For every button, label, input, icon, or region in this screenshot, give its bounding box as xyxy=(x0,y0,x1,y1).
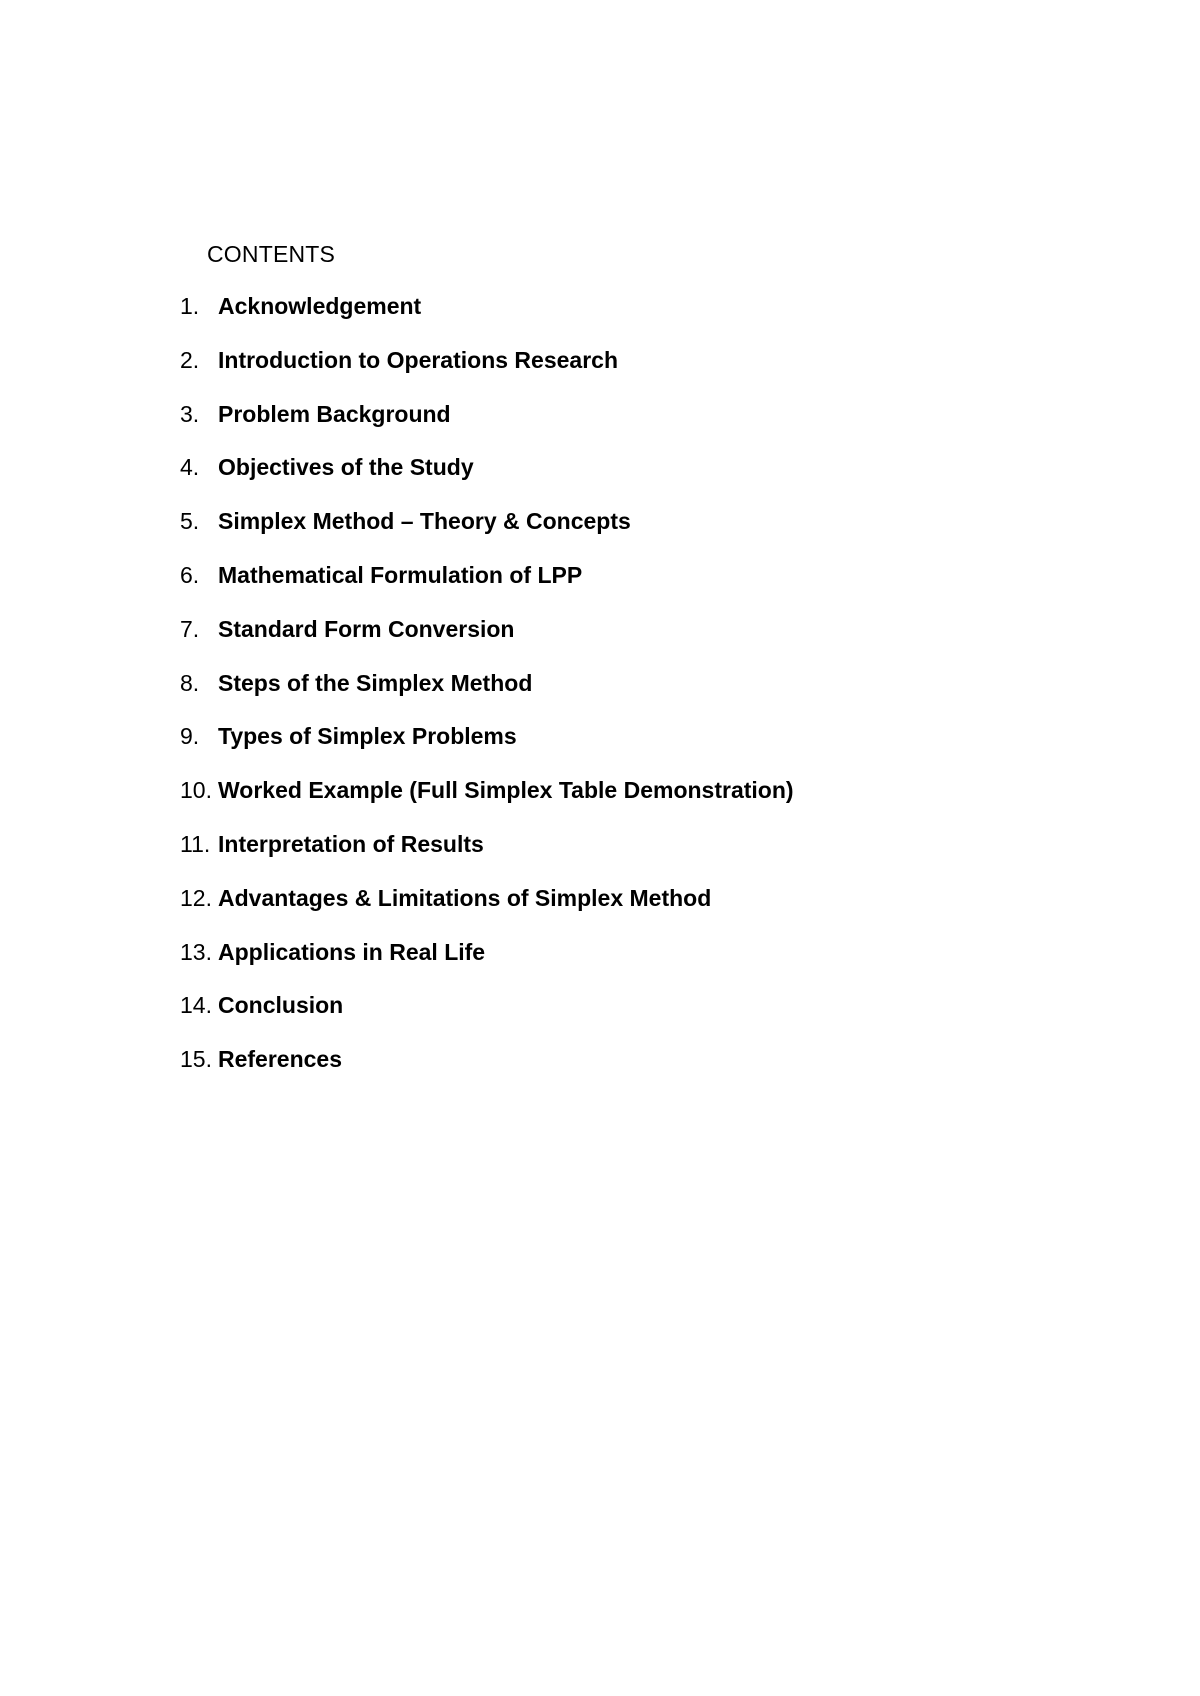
toc-item xyxy=(180,722,794,776)
toc-item-number: 10. xyxy=(180,777,212,804)
toc-item xyxy=(180,830,794,884)
toc-item xyxy=(180,938,794,992)
toc-item xyxy=(180,991,794,1045)
toc-item xyxy=(180,561,794,615)
toc-item-label: Simplex Method – Theory & Concepts xyxy=(218,508,631,535)
toc-item-label: Acknowledgement xyxy=(218,293,422,319)
toc-item-number: 9. xyxy=(180,723,200,750)
toc-item-label: Steps of the Simplex Method xyxy=(218,669,533,696)
toc-item xyxy=(180,292,794,346)
toc-item-label: Advantages & Limitations of Simplex Method xyxy=(218,884,712,911)
toc-item-number: 6. xyxy=(180,561,200,588)
toc-item xyxy=(180,507,794,561)
toc-item-label: Standard Form Conversion xyxy=(218,615,515,642)
toc-item-number: 15. xyxy=(180,1046,212,1073)
toc-item xyxy=(180,453,794,507)
toc-item-label: Interpretation of Results xyxy=(218,830,484,857)
toc-item xyxy=(180,1045,794,1099)
toc-item-label: Worked Example (Full Simplex Table Demonstration) xyxy=(218,777,794,804)
toc-item-number: 2. xyxy=(180,346,200,373)
toc-item-number: 4. xyxy=(180,454,200,481)
toc-item-label: Introduction to Operations Research xyxy=(218,346,618,373)
toc-item xyxy=(180,884,794,938)
toc-item xyxy=(180,615,794,669)
toc-item-number: 3. xyxy=(180,400,200,427)
toc-item-number: 1. xyxy=(180,293,200,319)
toc-item-number: 8. xyxy=(180,669,200,696)
table-of-contents xyxy=(180,292,794,1099)
toc-item-number: 11. xyxy=(180,830,211,857)
toc-item-label: Mathematical Formulation of LPP xyxy=(218,561,583,588)
toc-item-number: 7. xyxy=(180,615,200,642)
page-title: CONTENTS xyxy=(207,241,336,267)
toc-item-label: Applications in Real Life xyxy=(218,938,486,965)
toc-item xyxy=(180,400,794,454)
toc-item xyxy=(180,346,794,400)
toc-item-number: 13. xyxy=(180,938,212,965)
toc-item xyxy=(180,669,794,723)
toc-item-label: Types of Simplex Problems xyxy=(218,723,517,750)
toc-item-label: Problem Background xyxy=(218,400,451,427)
toc-item-number: 14. xyxy=(180,992,212,1019)
toc-item xyxy=(180,776,794,830)
toc-item-number: 12. xyxy=(180,884,212,911)
toc-item-label: Objectives of the Study xyxy=(218,454,474,481)
toc-item-number: 5. xyxy=(180,508,200,535)
toc-item-label: References xyxy=(218,1046,343,1073)
toc-item-label: Conclusion xyxy=(218,992,344,1019)
